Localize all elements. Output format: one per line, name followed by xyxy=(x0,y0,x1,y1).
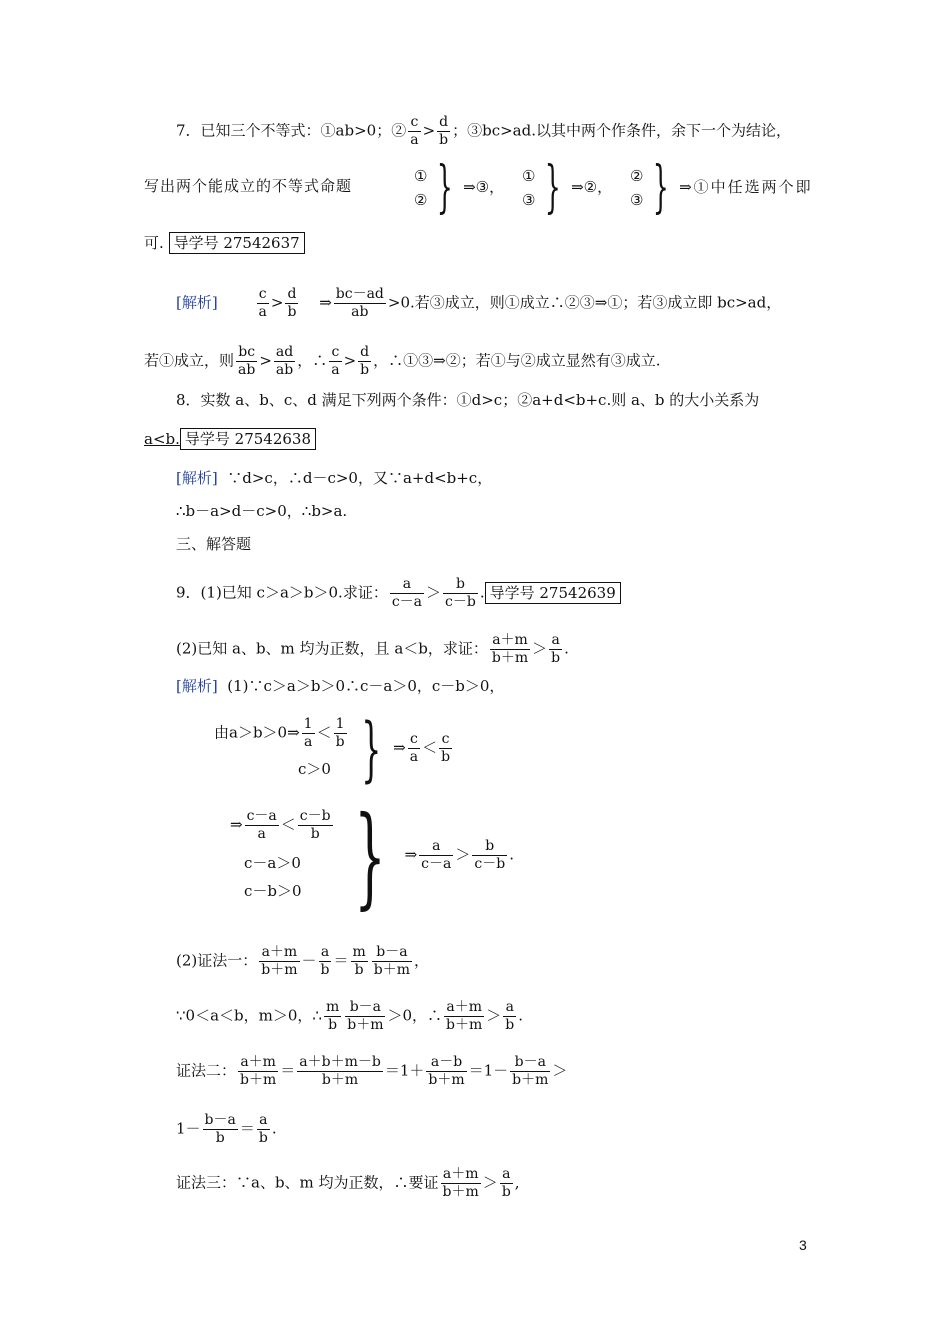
fraction: $\frac{ad}{ab}$ xyxy=(275,344,294,378)
fraction: $\frac{b}{c-b}$ xyxy=(474,838,506,872)
section-heading: 三、解答题 xyxy=(176,535,252,553)
inference-system-2: ⇒ $\frac{c-a}{a}$ ＜ $\frac{c-b}{b}$ c－a＞0 c－b＞0 } ⇒ $\frac{a}{c-a}$ ＞ $\frac{b}{c-b}$ . xyxy=(230,791,514,920)
proof-method-2-end: 1－ $\frac{b-a}{b}$ ＝ $\frac{a}{b}$ . xyxy=(176,1112,277,1146)
fraction: $\frac{c-b}{b}$ xyxy=(299,808,331,842)
proposition-1: ① ② } ⇒③， xyxy=(414,155,505,220)
q7-line2: 写出两个能成立的不等式命题 xyxy=(144,177,353,195)
analysis-label: [解析] xyxy=(176,677,218,695)
guide-number-box: 导学号 27542638 xyxy=(180,428,316,450)
fraction: $\frac{b}{c-b}$ xyxy=(445,576,476,610)
fraction: $\frac{bc-ad}{ab}$ xyxy=(335,286,384,320)
q8-analysis-line1: [解析] ∵d>c，∴d－c>0，又∵a+d<b+c， xyxy=(176,469,493,487)
fraction: $\frac{c-a}{a}$ xyxy=(246,808,277,842)
fraction: $\frac{c}{a}$ xyxy=(331,344,340,378)
q7-analysis-line2: 若①成立，则 $\frac{bc}{ab}$ > $\frac{ad}{ab}$ ，∴ $\frac{c}{a}$ > $\frac{d}{b}$ ，∴①③⇒②；若①与②成立显然有③成立. xyxy=(144,344,661,378)
proof-method-2: 证法二： $\frac{a+m}{b+m}$ ＝ $\frac{a+b+m-b}{b+m}$ ＝1＋ $\frac{a-b}{b+m}$ ＝1－ $\frac{b-a}{b+m}$ ＞ xyxy=(176,1054,568,1088)
fraction: $\frac{d}{b}$ xyxy=(439,114,449,148)
guide-number-box: 导学号 27542637 xyxy=(169,232,305,254)
q9-analysis-line1: [解析] (1)∵c＞a＞b＞0∴c－a＞0，c－b＞0， xyxy=(176,677,505,695)
guide-number-box: 导学号 27542639 xyxy=(485,582,621,604)
q9-part2: (2)已知 a、b、m 均为正数，且 a＜b，求证： $\frac{a+m}{b+m}$ ＞ $\frac{a}{b}$ . xyxy=(176,632,569,666)
fraction: $\frac{c}{a}$ xyxy=(258,286,267,320)
fraction: $\frac{c}{a}$ xyxy=(410,114,419,148)
proposition-3: ② ③ } ⇒①中任选两个即 xyxy=(630,155,813,220)
fraction: $\frac{1}{a}$ xyxy=(303,716,313,750)
fraction: $\frac{d}{b}$ xyxy=(360,344,370,378)
fraction: $\frac{1}{b}$ xyxy=(335,716,345,750)
q7-line1: 7．已知三个不等式：①ab>0；② $\frac{c}{a}$ > $\frac{d}{b}$ ；③bc>ad.以其中两个作条件，余下一个为结论， xyxy=(176,114,791,148)
q8-line2: a<b. 导学号 27542638 xyxy=(144,428,316,450)
q7-line3: 可. 导学号 27542637 xyxy=(144,232,305,254)
inference-system-1: 由a＞b＞0⇒ $\frac{1}{a}$ ＜ $\frac{1}{b}$ c＞0 } ⇒ $\frac{c}{a}$ ＜ $\frac{c}{b}$ xyxy=(214,707,451,790)
q9-part1: 9．(1)已知 c＞a＞b＞0.求证： $\frac{a}{c-a}$ ＞ $\frac{b}{c-b}$ . 导学号 27542639 xyxy=(176,576,621,611)
proof-method-1: (2)证法一： $\frac{a+m}{b+m}$ － $\frac{a}{b}$ ＝ $\frac{m}{b}$ $\frac{b-a}{b+m}$ ， xyxy=(176,944,430,978)
fraction: $\frac{c}{a}$ xyxy=(409,731,419,765)
fraction: $\frac{a+m}{b+m}$ xyxy=(491,632,529,666)
proposition-2: ① ③ } ⇒②， xyxy=(522,155,613,220)
proof-method-1-conclusion: ∵0＜a＜b，m＞0，∴ $\frac{m}{b}$ $\frac{b-a}{b+m}$ ＞0，∴ $\frac{a+m}{b+m}$ ＞ $\frac{a}{b}$ . xyxy=(176,999,524,1033)
fraction: $\frac{bc}{ab}$ xyxy=(238,344,256,378)
fraction: $\frac{a}{c-a}$ xyxy=(391,576,423,610)
fraction: $\frac{d}{b}$ xyxy=(287,286,297,320)
analysis-label: [解析] xyxy=(176,293,218,312)
proof-method-3: 证法三：∵a、b、m 均为正数，∴要证 $\frac{a+m}{b+m}$ ＞ $\frac{a}{b}$ , xyxy=(176,1166,520,1200)
fraction: $\frac{a}{b}$ xyxy=(551,632,561,666)
page-number: 3 xyxy=(799,1237,807,1253)
q7-analysis-line1: [解析] $\frac{c}{a}$ > $\frac{d}{b}$ ⇒ $\frac{bc-ad}{ab}$ >0.若③成立，则①成立∴②③⇒①；若③成立即 bc>ad， xyxy=(176,286,782,320)
fraction: $\frac{a}{c-a}$ xyxy=(421,838,452,872)
q8-analysis-line2: ∴b－a>d－c>0，∴b>a. xyxy=(176,502,348,520)
fraction: $\frac{c}{b}$ xyxy=(441,731,451,765)
analysis-label: [解析] xyxy=(176,469,218,487)
q8-line1: 8．实数 a、b、c、d 满足下列两个条件：①d>c；②a+d<b+c.则 a、b 的大小关系为 xyxy=(176,391,760,409)
